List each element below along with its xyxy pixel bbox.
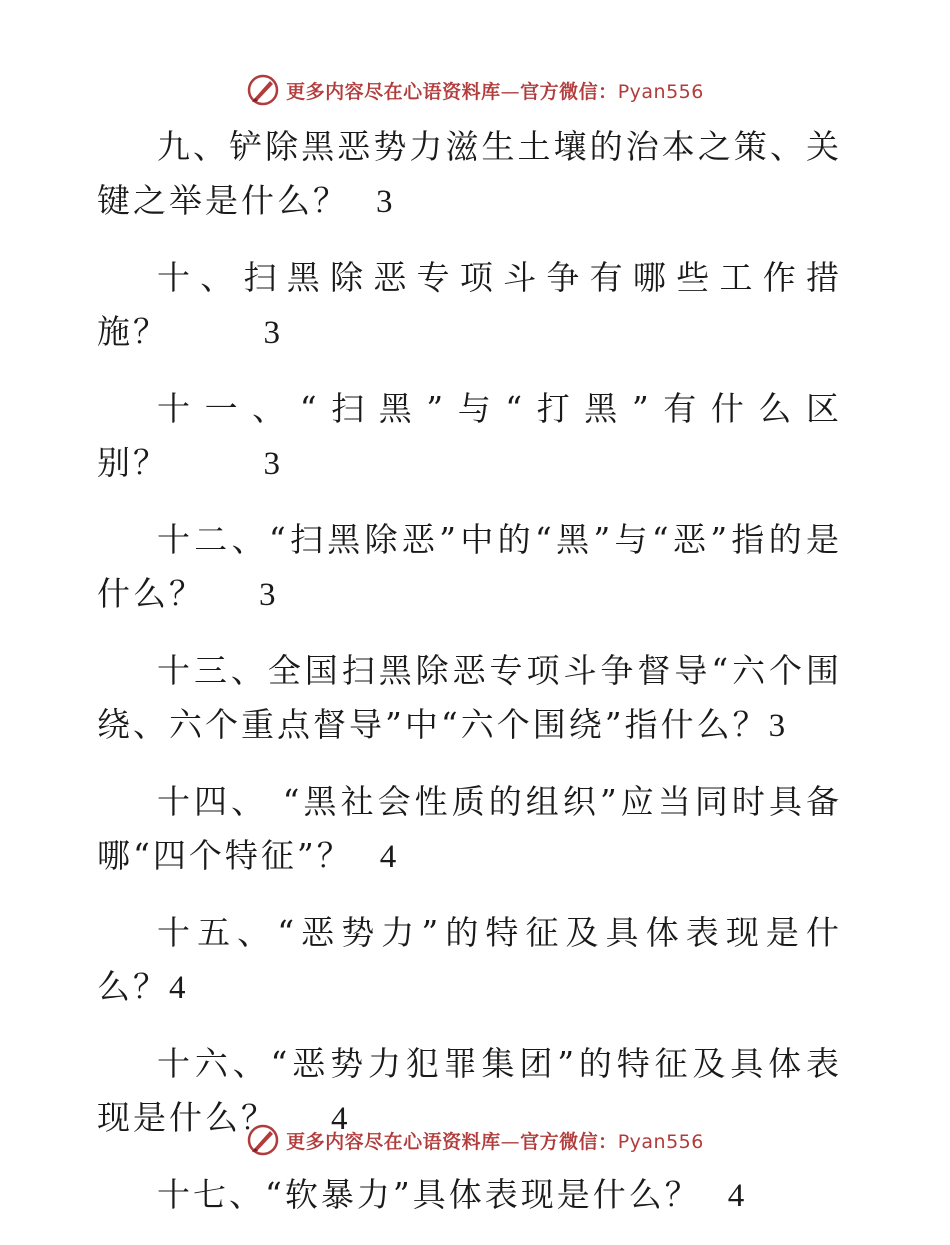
toc-entry-title: 十五、“恶势力”的特征及具体表现是什么？ [97, 913, 842, 1006]
toc-entry-title: 十二、“扫黑除恶”中的“黑”与“恶”指的是什么？ [97, 520, 842, 613]
footer-brand: 更多内容尽在心语资料库 [286, 1130, 501, 1153]
toc-entry-title: 十、扫黑除恶专项斗争有哪些工作措施？ [97, 258, 842, 351]
footer-separator: — [500, 1130, 521, 1153]
toc-entry-page: 4 [169, 970, 186, 1006]
table-of-contents [97, 120, 842, 1245]
header-banner [0, 70, 950, 110]
header-text [286, 77, 704, 104]
toc-entry-page: 3 [258, 577, 276, 613]
header-brand: 更多内容尽在心语资料库 [286, 80, 501, 103]
toc-entry-page: 3 [768, 708, 786, 744]
toc-entry-title: 十三、全国扫黑除恶专项斗争督导“六个围绕、六个重点督导”中“六个围绕”指什么？ [97, 651, 842, 744]
header-wechat-label: 官方微信： [520, 80, 618, 103]
toc-entry[interactable] [97, 775, 842, 884]
toc-entry[interactable] [97, 906, 842, 1015]
toc-entry-page: 3 [263, 446, 280, 482]
toc-entry-title: 十一、“扫黑”与“打黑”有什么区别？ [97, 389, 842, 482]
toc-entry-page: 4 [330, 1101, 348, 1137]
footer-wechat-id: Pyan556 [617, 1130, 704, 1153]
toc-entry-title: 十六、“恶势力犯罪集团”的特征及具体表现是什么？ [97, 1044, 842, 1137]
toc-entry-title: 十四、 “黑社会性质的组织”应当同时具备哪“四个特征”？ [97, 782, 842, 875]
quill-pen-icon [246, 1123, 280, 1157]
toc-entry-page: 3 [263, 315, 280, 351]
footer-text [286, 1127, 704, 1154]
toc-entry-title: 十七、“软暴力”具体表现是什么？ [157, 1175, 701, 1214]
toc-entry-page: 3 [375, 184, 393, 220]
header-wechat-id: Pyan556 [617, 80, 704, 103]
quill-pen-icon [246, 73, 280, 107]
toc-entry[interactable] [97, 644, 842, 753]
header-separator: — [500, 80, 521, 103]
toc-entry-page: 4 [379, 839, 397, 875]
toc-entry-title: 九、铲除黑恶势力滋生土壤的治本之策、关键之举是什么？ [97, 127, 842, 220]
footer-wechat-label: 官方微信： [520, 1130, 618, 1153]
toc-entry[interactable] [97, 1168, 842, 1223]
toc-entry-page: 4 [727, 1178, 745, 1214]
toc-entry[interactable] [97, 382, 842, 491]
toc-entry[interactable] [97, 120, 842, 229]
toc-entry[interactable] [97, 513, 842, 622]
toc-entry[interactable] [97, 251, 842, 360]
footer-banner [0, 1120, 950, 1160]
